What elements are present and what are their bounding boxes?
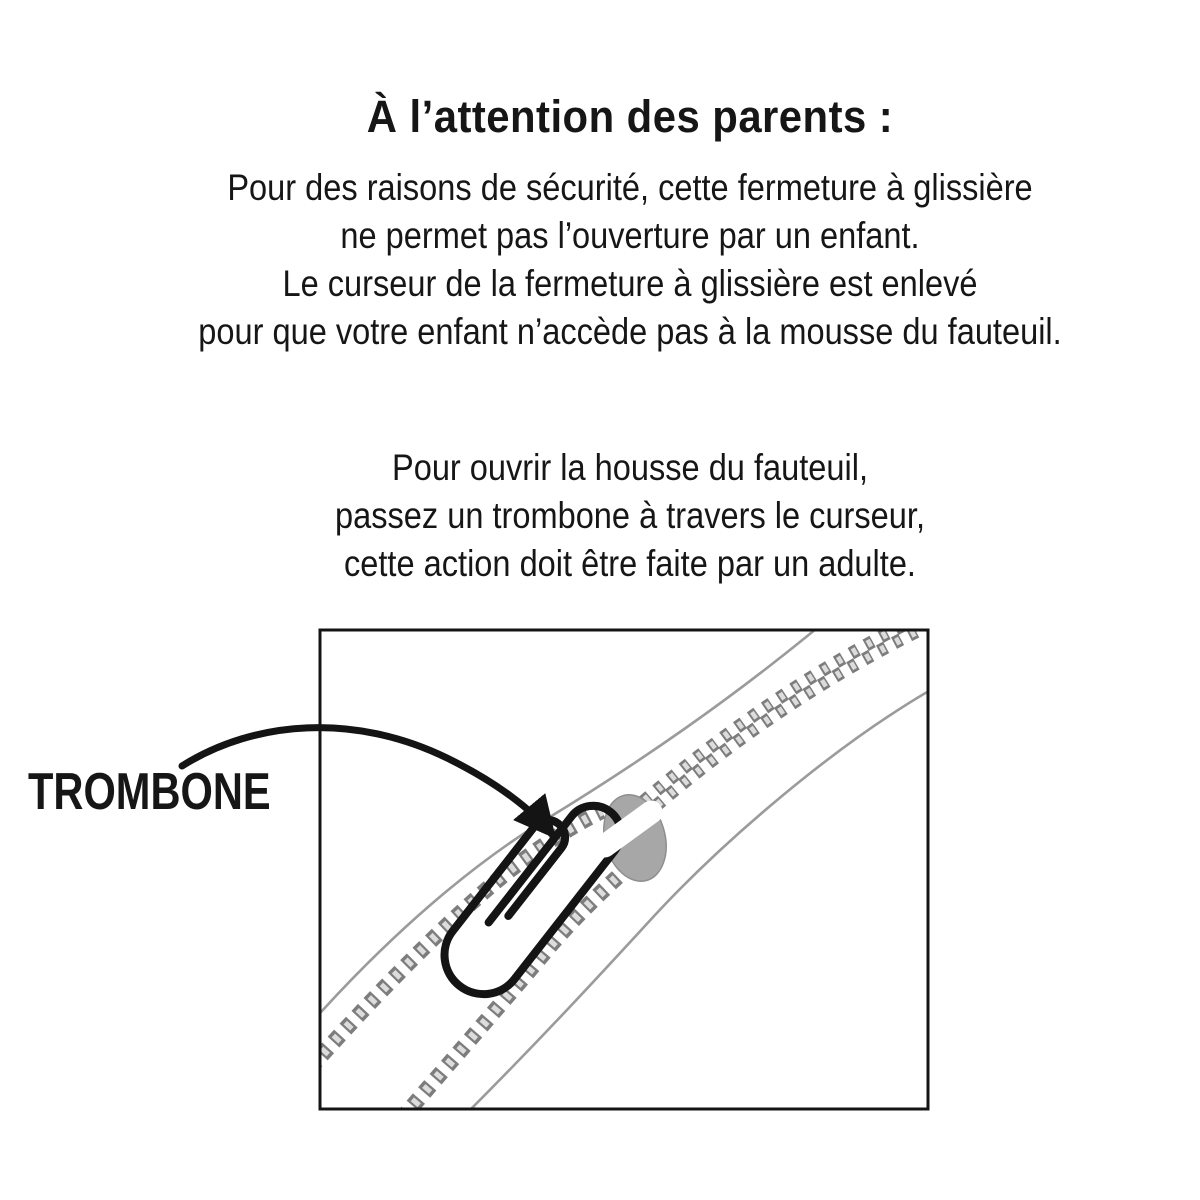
page-title: À l’attention des parents : <box>366 91 894 143</box>
text-line: ne permet pas l’ouverture par un enfant. <box>340 215 920 256</box>
label-arrow <box>182 728 552 834</box>
text-line: Le curseur de la fermeture à glissière est enlevé <box>282 263 978 304</box>
text-line: cette action doit être faite par un adulte. <box>344 543 916 584</box>
text-line: Pour des raisons de sécurité, cette fermeture à glissière <box>227 167 1033 208</box>
trombone-label: TROMBONE <box>28 763 271 821</box>
zipper-artwork <box>310 611 938 1116</box>
text-line: Pour ouvrir la housse du fauteuil, <box>391 447 869 488</box>
text-line: pour que votre enfant n’accède pas à la mousse du fauteuil. <box>198 311 1062 352</box>
text-line: passez un trombone à travers le curseur, <box>334 495 925 536</box>
